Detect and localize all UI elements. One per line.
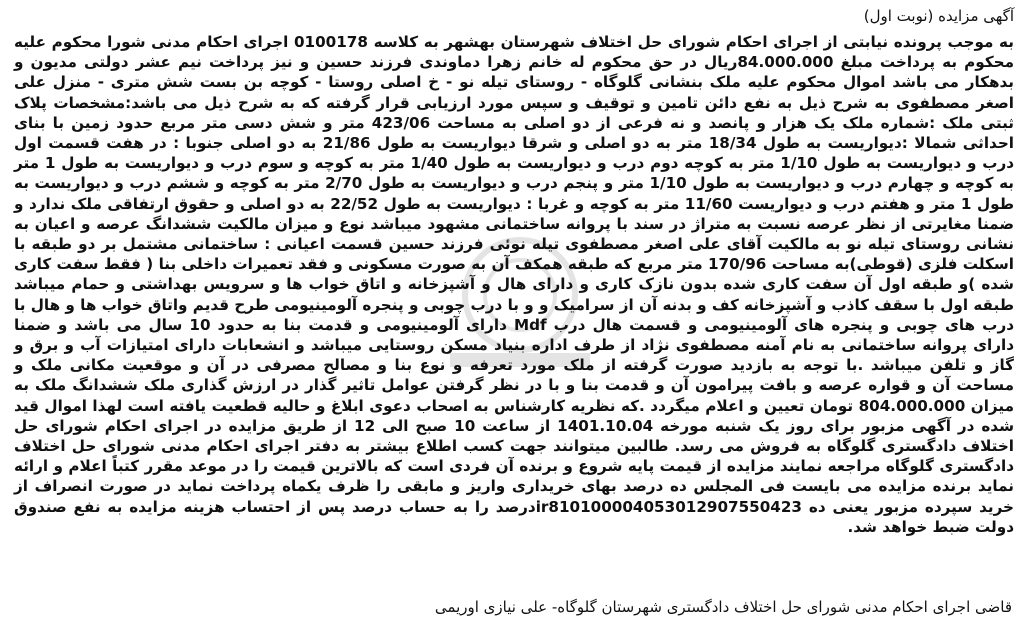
notice-title: آگهی مزایده (نوبت اول) bbox=[863, 7, 1014, 25]
signature: قاضی اجرای احکام مدنی شورای حل اختلاف دادگستری شهرستان گلوگاه- علی نیازی اوریمی bbox=[434, 598, 1012, 616]
notice-body: به موجب پرونده نیابتی از اجرای احکام شورای حل اختلاف شهرستان بهشهر به کلاسه 0100178 اجرای احکام مدنی شورا محکوم علیه محکوم به پرداخت مبلغ 84.000.000ریال در حق محکوم له خانم زهرا دماوندی فرزند حسین و نیز پرداخت نیم عشر دولتی مدیون و بدهکار می باشد اموال محکوم علیه ملک بنشانی گلوگاه - روستای تیله نو - خ اصلی روستا - کوچه بن بست شش متری - منزل علی اصغر مصطفوی به شرح ذیل به نفع دائن تامین و توقیف و سپس مورد ارزیابی قرار گرفته که به شرح ذیل می باشد:مشخصات پلاک ثبتی ملک :شماره ملک یک هزار و پانصد و نه فرعی از دو اصلی به مساحت 423/06 متر و شش دسی متر مربع حدود زمین با بنای احداثی شمالا :دیواریست به طول 18/34 متر به دو اصلی و شرقا دیواریست به طول 21/86 به دو اصلی جنوبا : در هفت قسمت اول درب و دیواریست به طول 1/10 متر به کوچه دوم درب و دیواریست به طول 1/40 متر به کوچه و سوم درب و دیواریست به طول 1 متر به کوچه و چهارم درب و دیواریست به طول 1/10 متر و پنجم درب و دیواریست به طول 2/70 متر به کوچه و ششم درب و دیواریست به طول 1 متر و هفتم درب و دیواریست 11/60 متر به کوچه و غربا : دیواریست به طول 22/52 به دو اصلی و حقوق ارتفاقی ملک ندارد و ضمنا مغایرتی از نظر عرصه نسبت به متراژ در سند با پروانه ساختمانی مشهود میباشد نوع و میزان مالکیت ششدانگ عرصه و اعیان به نشانی روستای تیله نو به مالکیت آقای علی اصغر مصطفوی تیله نوئی فرزند حسین قسمت اعیانی : ساختمانی مشتمل بر دو طبقه با اسکلت فلزی (قوطی)به مساحت 170/96 متر مربع که طبقه همکف آن به صورت مسکونی و فقد تعمیرات داخلی بنا ( فقط سفت کاری شده )و طبقه اول آن سفت کاری شده بدون نازک کاری و دارای هال و آشپزخانه و اتاق خواب ها و سرویس بهداشتی و حمام میباشد طبقه اول با سقف کاذب و آشپزخانه کف و بدنه آن از سرامیک و و با درب چوبی و پنجره آلومینیومی طرح قدیم واتاق خواب ها و هال با درب های چوبی و پنجره های آلومینیومی و قسمت هال درب Mdf دارای آلومینیومی و قدمت بنا به حدود 10 سال می باشد و ضمنا دارای پروانه ساختمانی به نام آمنه مصطفوی نژاد از طرف اداره بنیاد مسکن روستایی میباشد و انشعابات دارای امتیازات آب و برق و گاز و تلفن میباشد .با توجه به بازدید صورت گرفته از ملک مورد تعرفه و نوع بنا و مصالح مصرفی در آن و موقعیت مکانی ملک و مساحت آن و قواره عرصه و بافت پیرامون آن و قدمت بنا و با در نظر گرفتن عوامل تاثیر گذار در ارزش گذاری ملک ششدانگ ملک به میزان 804.000.000 تومان تعیین و اعلام میگردد .که نظریه کارشناس به اصحاب دعوی ابلاغ و حالیه قطعیت یافته است لهذا اموال قید شده در آگهی مزبور برای روز یک شنبه مورخه 1401.10.04 از ساعت 10 صبح الی 12 از طریق مزایده در اجرای احکام شورای حل اختلاف دادگستری گلوگاه به فروش می رسد. طالبین میتوانند جهت کسب اطلاع بیشتر به دفتر اجرای احکام مدنی شورای حل اختلاف دادگستری گلوگاه مراجعه نمایند مزایده از قیمت پایه شروع و برنده آن فردی است که بالاترین قیمت را در موعد مقرر کتباً اعلام و ارائه نماید برنده مزایده می بایست فی المجلس ده درصد بهای خریداری واریز و مابقی را ظرف یکماه پرداخت نماید در صورت انصراف از خرید سپرده مزبور یعنی ده ir810100004053012907550423درصد را به حساب درصد پس از احتساب هزینه مزایده به نفع صندوق دولت ضبط خواهد شد. bbox=[14, 33, 1015, 536]
